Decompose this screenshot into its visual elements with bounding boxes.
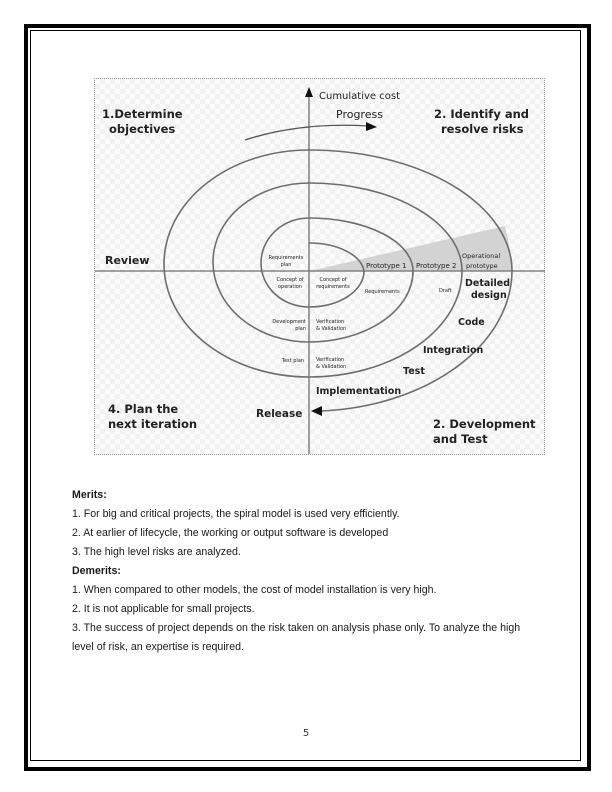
prototype-1-label: Prototype 1 [366, 262, 407, 270]
merit-item: 2. At earlier of lifecycle, the working or output software is developed [72, 527, 389, 539]
detailed-design-line-2: design [471, 290, 507, 301]
axis-arrow-up-icon [305, 87, 313, 97]
integration-label: Integration [423, 345, 484, 356]
spiral-model-figure [94, 78, 545, 455]
quadrant-2-line-1: 2. Identify and [434, 107, 529, 121]
prototype-2-label: Prototype 2 [416, 262, 457, 270]
verification-1-line-1: Verification [316, 319, 345, 325]
release-label: Release [256, 408, 303, 420]
requirements-label: Requirements [365, 289, 400, 295]
merit-item: 1. For big and critical projects, the spiral model is used very efficiently. [72, 508, 400, 520]
requirements-plan-line-2: plan [280, 262, 292, 268]
demerit-item: 1. When compared to other models, the cost of model installation is very high. [72, 584, 437, 596]
quadrant-3-line-2: and Test [433, 432, 488, 446]
operational-prototype-line-2: prototype [466, 262, 498, 270]
quadrant-4-line-2: next iteration [108, 417, 198, 431]
concept-requirements-line-2: requirements [316, 284, 350, 290]
verification-1-line-2: & Validation [316, 326, 347, 332]
quadrant-2-line-2: resolve risks [441, 122, 524, 136]
concept-requirements-line-1: Concept of [319, 277, 347, 283]
development-plan-line-1: Development [272, 319, 306, 325]
merits-demerits-section [72, 486, 552, 657]
test-plan-label: Test plan [281, 358, 304, 364]
quadrant-4-line-1: 4. Plan the [108, 402, 179, 416]
demerits-heading: Demerits: [72, 565, 121, 577]
merits-heading: Merits: [72, 489, 107, 501]
code-label: Code [458, 317, 485, 328]
operational-prototype-line-1: Operational [462, 252, 501, 260]
axis-label: Cumulative cost [319, 91, 401, 102]
progress-label: Progress [336, 108, 383, 121]
implementation-label: Implementation [316, 386, 402, 397]
page-number: 5 [302, 728, 310, 739]
quadrant-1-line-2: objectives [109, 122, 176, 136]
quadrant-1-line-1: 1.Determine [102, 107, 183, 121]
demerit-item-continued: level of risk, an expertise is required. [72, 641, 244, 653]
draft-label: Draft [439, 288, 452, 294]
development-plan-line-2: plan [295, 326, 306, 332]
review-label: Review [105, 254, 150, 267]
progress-arrowhead-icon [366, 122, 377, 131]
demerit-item: 3. The success of project depends on the risk taken on analysis phase only. To analyze the high [72, 622, 521, 634]
verification-2-line-2: & Validation [316, 364, 347, 370]
concept-operation-line-1: Concept of [276, 277, 304, 283]
detailed-design-line-1: Detailed [465, 278, 511, 289]
release-arrow-icon [311, 406, 322, 416]
requirements-plan-line-1: Requirements [268, 255, 304, 261]
concept-operation-line-2: operation [277, 284, 303, 290]
verification-2-line-1: Verification [316, 357, 345, 363]
test-label: Test [403, 366, 425, 377]
merit-item: 3. The high level risks are analyzed. [72, 546, 241, 558]
quadrant-3-line-1: 2. Development [433, 417, 536, 431]
demerit-item: 2. It is not applicable for small projects. [72, 603, 255, 615]
progress-arrow [245, 125, 368, 140]
